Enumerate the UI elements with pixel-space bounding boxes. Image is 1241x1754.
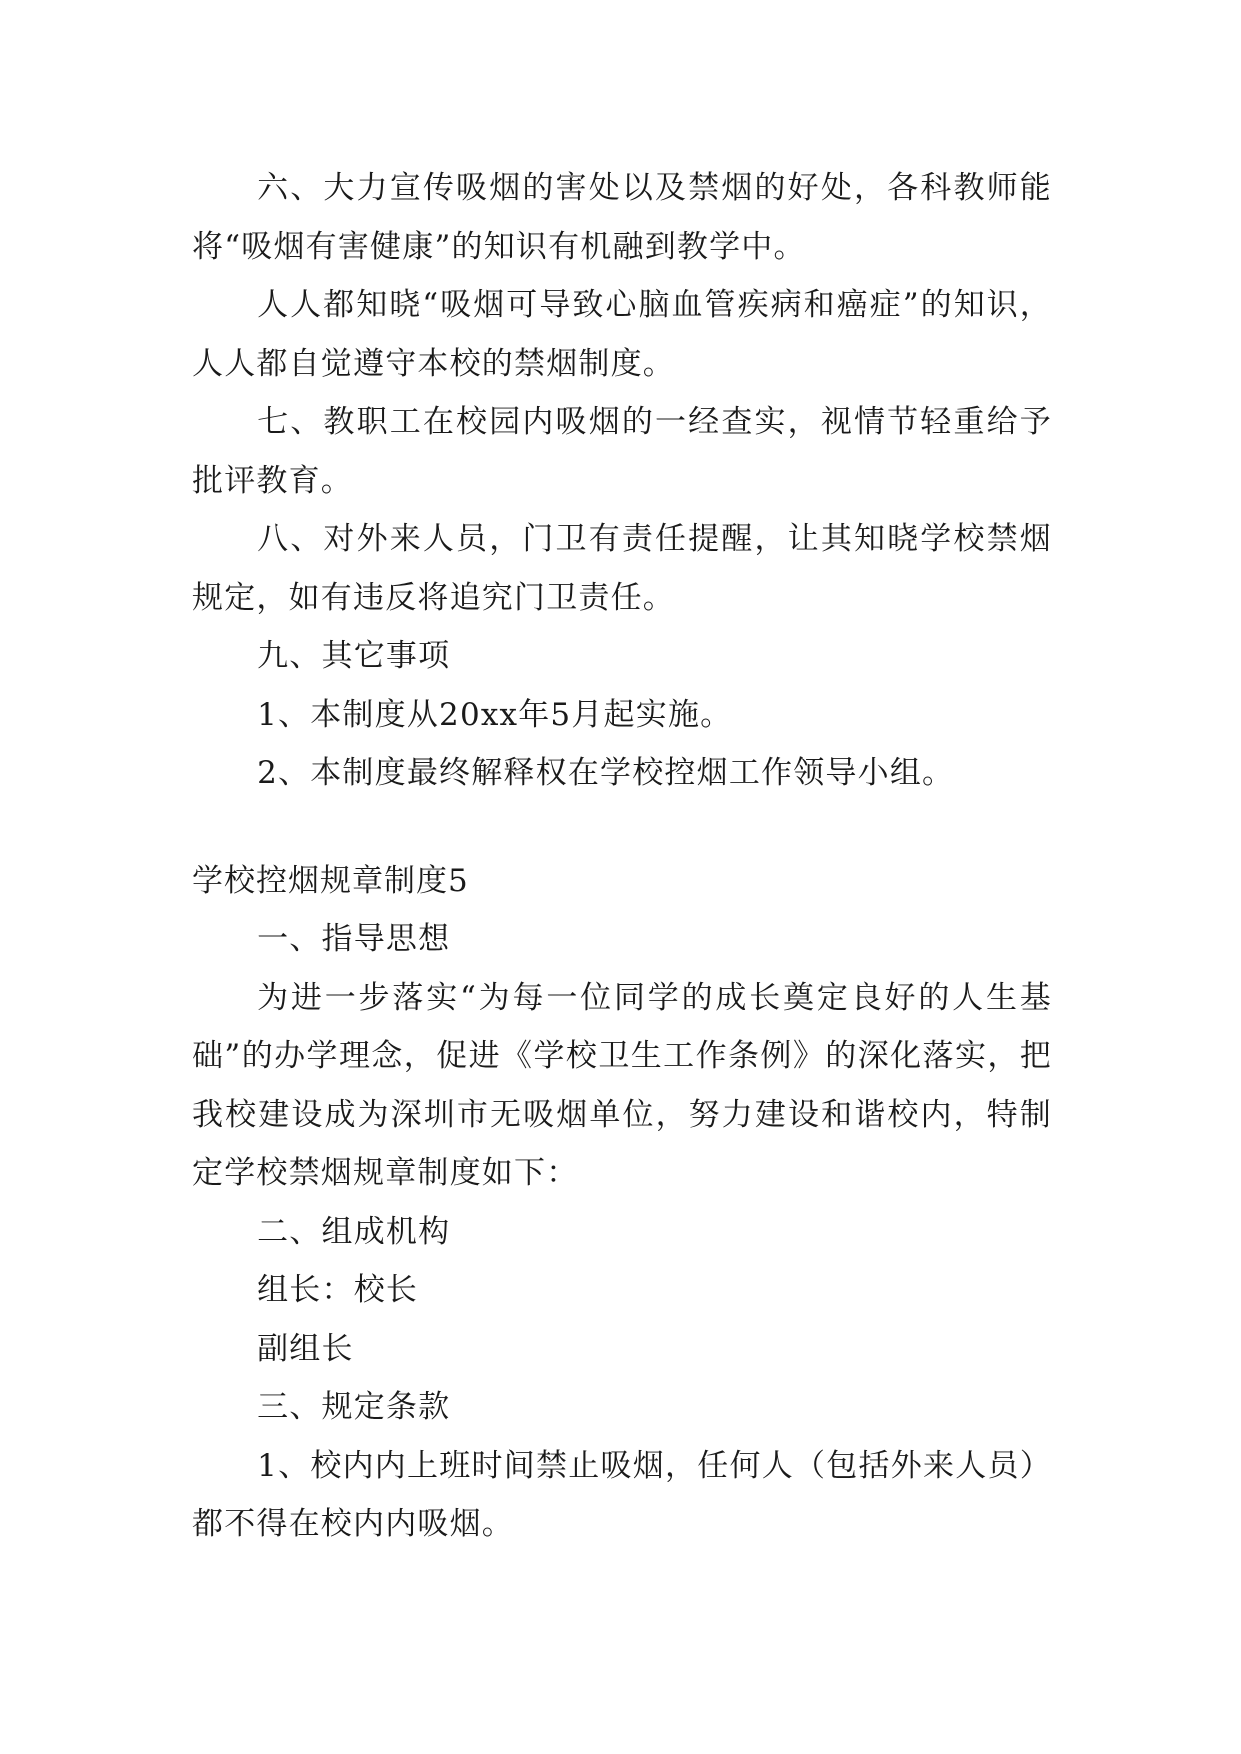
paragraph-staff-discipline: 七、教职工在校园内吸烟的一经查实，视情节轻重给予批评教育。 bbox=[192, 404, 1052, 499]
paragraph-deputy-leader: 副组长 bbox=[257, 1330, 354, 1367]
paragraph-leader: 组长：校长 bbox=[257, 1272, 419, 1308]
paragraph-publicity: 六、大力宣传吸烟的害处以及禁烟的好处，各科教师能将“吸烟有害健康”的知识有机融到教学中。 bbox=[192, 170, 1052, 265]
paragraph-provisions: 三、规定条款 bbox=[257, 1389, 451, 1425]
paragraph-other-matters: 九、其它事项 bbox=[257, 638, 451, 674]
paragraph-rule-1: 1、校内内上班时间禁止吸烟，任何人（包括外来人员）都不得在校内内吸烟。 bbox=[192, 1447, 1052, 1542]
paragraph-effective-date: 1、本制度从20xx年5月起实施。 bbox=[257, 696, 733, 733]
paragraph-purpose: 为进一步落实“为每一位同学的成长奠定良好的人生基础”的办学理念，促进《学校卫生工作条例》的深化落实，把我校建设成为深圳市无吸烟单位，努力建设和谐校内，特制定学校禁烟规章制度如下： bbox=[192, 979, 1052, 1191]
paragraph-awareness: 人人都知晓“吸烟可导致心脑血管疾病和癌症”的知识，人人都自觉遵守本校的禁烟制度。 bbox=[192, 287, 1052, 382]
paragraph-organization: 二、组成机构 bbox=[257, 1213, 451, 1250]
document-body bbox=[192, 159, 1052, 1554]
paragraph-interpretation: 2、本制度最终解释权在学校控烟工作领导小组。 bbox=[257, 755, 955, 791]
paragraph-visitors: 八、对外来人员，门卫有责任提醒，让其知晓学校禁烟规定，如有违反将追究门卫责任。 bbox=[192, 521, 1052, 616]
section-title: 学校控烟规章制度5 bbox=[192, 862, 469, 899]
paragraph-guiding-thought: 一、指导思想 bbox=[257, 921, 451, 957]
